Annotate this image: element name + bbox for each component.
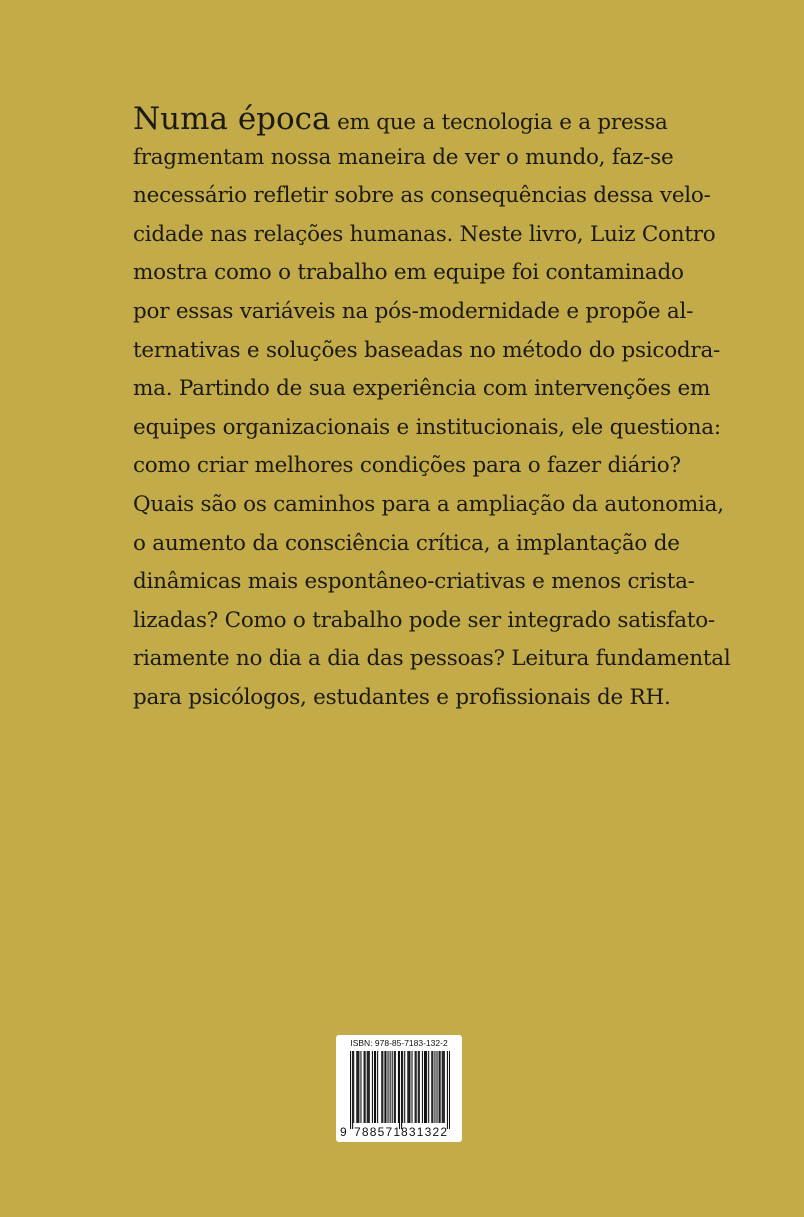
blurb-lead-words: Numa época [133, 101, 331, 137]
barcode-bar [385, 1051, 386, 1123]
barcode-bar [402, 1051, 403, 1123]
barcode-bar [442, 1051, 443, 1123]
barcode-bar [372, 1051, 373, 1123]
isbn-barcode [336, 1035, 462, 1142]
barcode-bar [404, 1051, 405, 1123]
isbn-label: ISBN: 978-85-7183-132-2 [350, 1038, 448, 1048]
blurb-line-9: equipes organizacionais e institucionais, ele questiona: [133, 414, 721, 440]
barcode-bar [382, 1051, 383, 1123]
barcode-bar [428, 1051, 429, 1123]
barcode-bar [395, 1051, 396, 1123]
barcode-bar [357, 1051, 358, 1123]
blurb-line-11: Quais são os caminhos para a ampliação da autonomia, [133, 491, 724, 517]
ean-right-digits: 831322 [401, 1125, 449, 1139]
blurb-line-14: lizadas? Como o trabalho pode ser integrado satisfato- [133, 607, 715, 633]
barcode-bar [367, 1051, 368, 1123]
barcode-bar [447, 1051, 448, 1129]
barcode-bar [436, 1051, 437, 1123]
blurb-line-6: por essas variáveis na pós-modernidade e propõe al- [133, 298, 694, 324]
barcode-bar [364, 1051, 365, 1123]
barcode-bar [352, 1051, 353, 1129]
barcode-bar [398, 1051, 399, 1123]
blurb-line-4: cidade nas relações humanas. Neste livro, Luiz Contro [133, 221, 716, 247]
barcode-bar [422, 1051, 423, 1123]
barcode-bar [425, 1051, 426, 1123]
blurb-line-1-rest: em que a tecnologia e a pressa [330, 110, 668, 135]
barcode-bar [381, 1051, 382, 1123]
barcode-bar [440, 1051, 441, 1123]
blurb-line-1 [133, 100, 668, 139]
barcode-bar [432, 1051, 433, 1123]
blurb-line-15: riamente no dia a dia das pessoas? Leitura fundamental [133, 646, 731, 672]
barcode-bar [394, 1051, 395, 1123]
blurb-line-5: mostra como o trabalho em equipe foi contaminado [133, 260, 684, 286]
barcode-bar [416, 1051, 417, 1123]
blurb-line-8: ma. Partindo de sua experiência com intervenções em [133, 376, 711, 402]
blurb-line-3: necessário refletir sobre as consequências dessa velo- [133, 183, 711, 209]
ean-first-digit: 9 [340, 1125, 347, 1139]
barcode-bar [375, 1051, 376, 1123]
blurb-line-7: ternativas e soluções baseadas no método do psicodra- [133, 337, 721, 363]
barcode-bar [356, 1051, 357, 1123]
blurb-line-13: dinâmicas mais espontâneo-criativas e menos crista- [133, 569, 695, 595]
barcode-bar [415, 1051, 416, 1123]
barcode-bar [390, 1051, 391, 1123]
barcode-bar [388, 1051, 389, 1123]
blurb-line-16: para psicólogos, estudantes e profissionais de RH. [133, 684, 671, 710]
barcode-bar [424, 1051, 425, 1123]
barcode-bar [444, 1051, 445, 1123]
barcode-bars [350, 1051, 450, 1129]
barcode-bar [353, 1051, 354, 1123]
barcode-bar [360, 1051, 361, 1123]
barcode-bar [439, 1051, 440, 1123]
barcode-bar [384, 1051, 385, 1123]
barcode-bar [369, 1051, 370, 1123]
blurb-line-12: o aumento da consciência crítica, a implantação de [133, 530, 680, 556]
barcode-bar [426, 1051, 427, 1123]
blurb-line-2: fragmentam nossa maneira de ver o mundo, faz-se [133, 144, 674, 170]
barcode-bar [350, 1051, 351, 1129]
barcode-bar [358, 1051, 359, 1123]
back-cover-blurb [133, 100, 731, 718]
barcode-bar [411, 1051, 412, 1123]
barcode-bar [368, 1051, 369, 1123]
blurb-line-10: como criar melhores condições para o fazer diário? [133, 453, 681, 479]
barcode-bar [392, 1051, 393, 1123]
barcode-bar [399, 1051, 400, 1129]
barcode-bar [434, 1051, 435, 1123]
ean-left-digits: 788571 [354, 1125, 402, 1139]
barcode-bar [365, 1051, 366, 1123]
barcode-bar [401, 1051, 402, 1129]
barcode-bar [408, 1051, 409, 1123]
barcode-bar [374, 1051, 375, 1123]
barcode-bar [443, 1051, 444, 1123]
barcode-bar [418, 1051, 419, 1123]
barcode-bar [419, 1051, 420, 1123]
barcode-bar [377, 1051, 378, 1123]
barcode-bar [449, 1051, 450, 1129]
barcode-bar [407, 1051, 408, 1123]
barcode-bar [431, 1051, 432, 1123]
barcode-bar [409, 1051, 410, 1123]
